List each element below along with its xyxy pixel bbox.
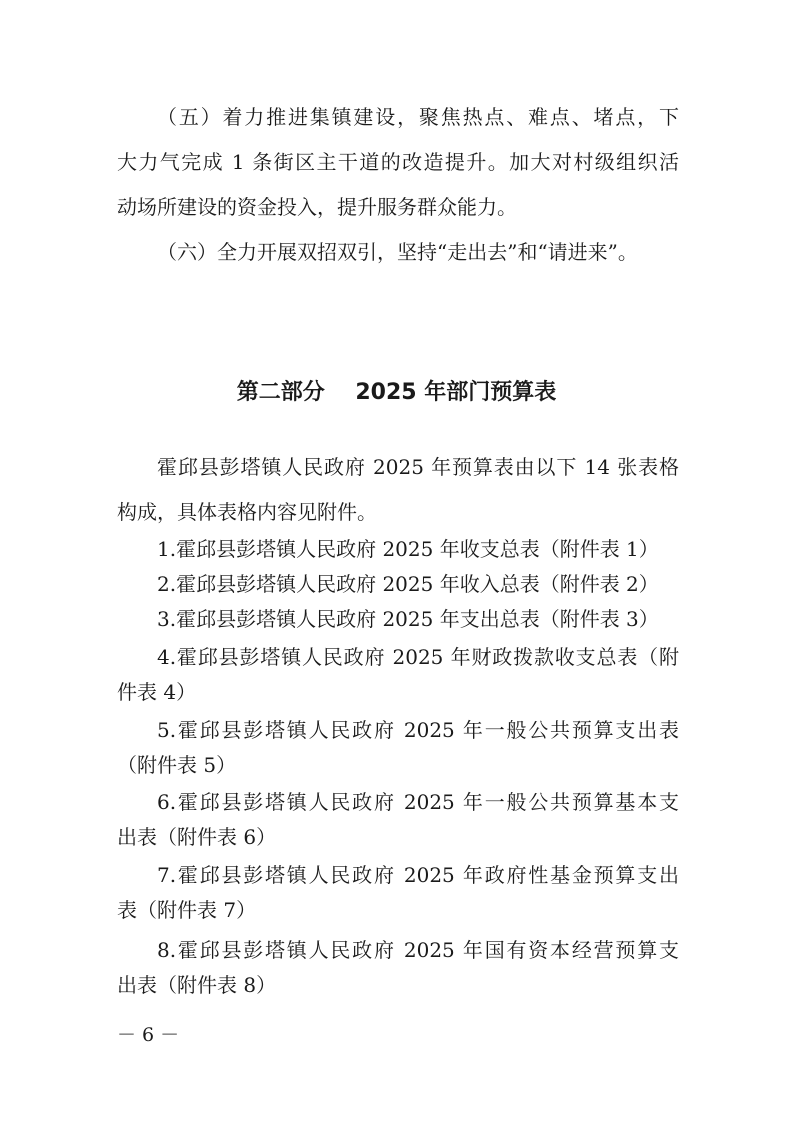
intro-line-1: 霍邱县彭塔镇人民政府 2025 年预算表由以下 14 张表格 (157, 455, 679, 479)
section-five-line-3: 动场所建设的资金投入，提升服务群众能力。 (117, 195, 517, 219)
list-item-1: 1.霍邱县彭塔镇人民政府 2025 年收支总表（附件表 1） (157, 537, 659, 561)
section-five-line-2: 大力气完成 1 条街区主干道的改造提升。加大对村级组织活 (117, 150, 679, 174)
list-item-5-line-1: 5.霍邱县彭塔镇人民政府 2025 年一般公共预算支出表 (157, 718, 679, 742)
section-five-line-1: （五）着力推进集镇建设，聚焦热点、难点、堵点，下 (157, 105, 679, 129)
list-item-7-line-2: 表（附件表 7） (117, 898, 257, 922)
part-heading: 第二部分 2025 年部门预算表 (236, 380, 557, 405)
page-number: － 6 － (117, 1024, 180, 1046)
list-item-7-line-1: 7.霍邱县彭塔镇人民政府 2025 年政府性基金预算支出 (157, 863, 679, 887)
list-item-4-line-2: 件表 4） (117, 680, 197, 704)
list-item-4-line-1: 4.霍邱县彭塔镇人民政府 2025 年财政拨款收支总表（附 (157, 645, 679, 669)
section-six-line-1: （六）全力开展双招双引，坚持“走出去”和“请进来”。 (157, 240, 638, 264)
list-item-3: 3.霍邱县彭塔镇人民政府 2025 年支出总表（附件表 3） (157, 607, 659, 631)
list-item-6-line-1: 6.霍邱县彭塔镇人民政府 2025 年一般公共预算基本支 (157, 790, 679, 814)
intro-line-2: 构成，具体表格内容见附件。 (117, 500, 377, 524)
list-item-2: 2.霍邱县彭塔镇人民政府 2025 年收入总表（附件表 2） (157, 572, 659, 596)
list-item-8-line-2: 出表（附件表 8） (117, 973, 277, 997)
list-item-5-line-2: （附件表 5） (117, 753, 237, 777)
list-item-6-line-2: 出表（附件表 6） (117, 825, 277, 849)
list-item-8-line-1: 8.霍邱县彭塔镇人民政府 2025 年国有资本经营预算支 (157, 938, 679, 962)
